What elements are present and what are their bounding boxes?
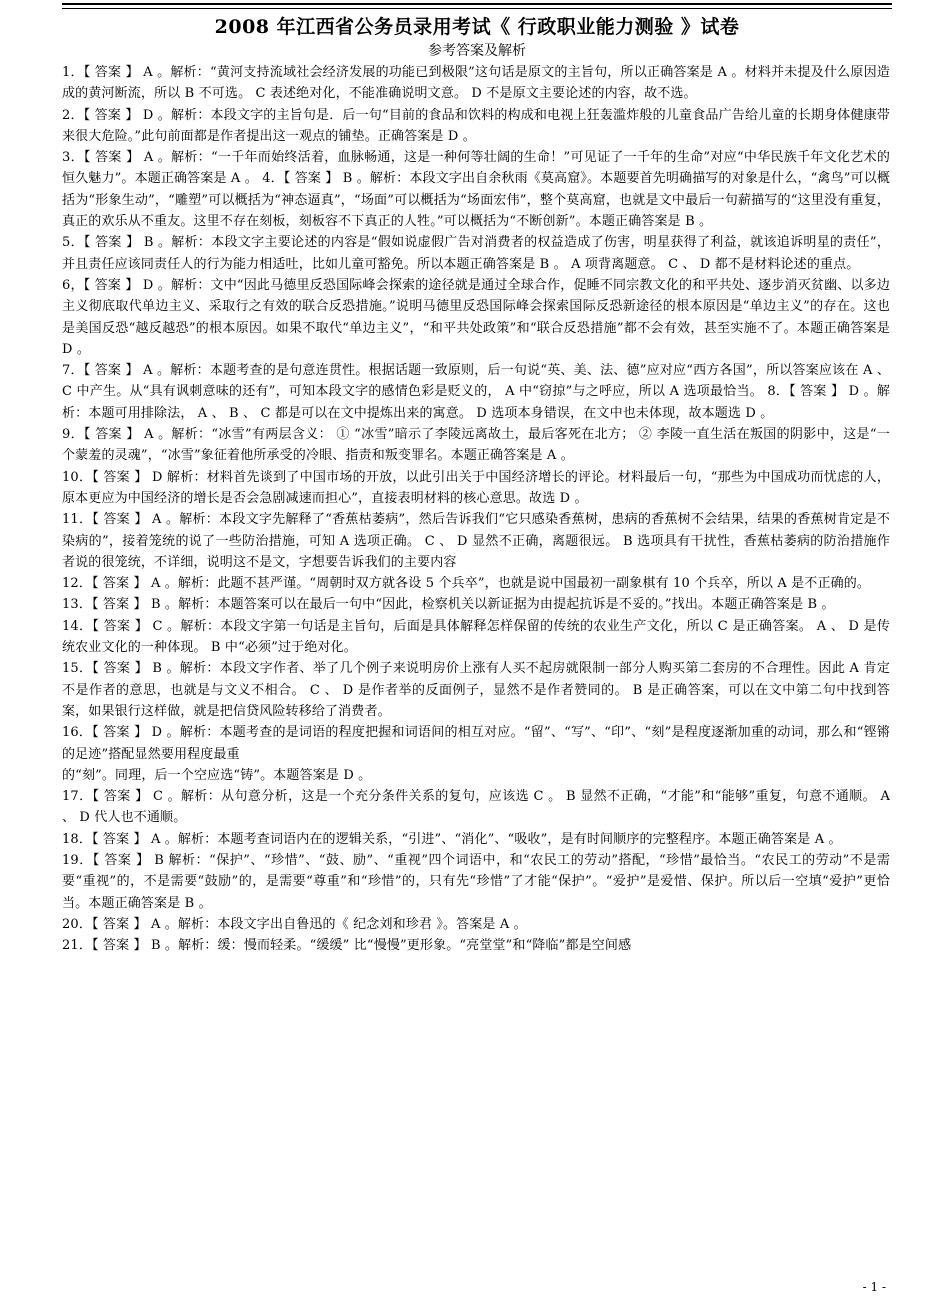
answer-paragraph-10: 10．【 答案 】 D 解析：材料首先谈到了中国市场的开放，以此引出关于中国经济增长的评论。材料最后一句，“那些为中国成功而忧虑的人，原本更应为中国经济的增长是否会急剧减速而担心”，直接表明材料的核心意思。故选 D 。	[62, 469, 890, 506]
answer-paragraph-2: 2．【 答案 】 D 。解析：本段文字的主旨句是．后一句“目前的食品和饮料的构成和电视上狂轰滥炸般的儿童食品广告给儿童的长期身体健康带来很大危险。”此句前面都是作者提出这一观点的铺垫。正确答案是 D 。	[62, 107, 890, 144]
answer-paragraph-12: 12．【 答案 】 A 。解析：此题不甚严谨。“周朝时双方就各设 5 个兵卒”，也就是说中国最初一副象棋有 10 个兵卒，所以 A 是不正确的。	[62, 576, 871, 592]
answer-paragraph-11: 11．【 答案 】 A 。解析：本段文字先解释了“香蕉枯萎病”，然后告诉我们“它只感染香蕉树，患病的香蕉树不会结果，结果的香蕉树肯定是不染病的”，接着笼统的说了一些防治措施，可知 A 选项正确。 C 、 D 显然不正确，离题很远。 B 选项具有干扰性，香蕉枯萎病的防治措施作者说的很笼统，不详细，说明这不是文，字想要告诉我们的主要内容	[62, 512, 890, 570]
answer-paragraph-18: 18．【 答案 】 A 。解析：本题考查词语内在的逻辑关系，“引进”、“消化”、“吸收”，是有时间顺序的完整程序。本题正确答案是 A 。	[62, 831, 842, 847]
answer-paragraph-13: 13．【 答案 】 B 。解析：本题答案可以在最后一句中“因此，检察机关以新证据为由提起抗诉是不妥的。”找出。本题正确答案是 B 。	[62, 597, 835, 613]
answer-paragraph-7-8: 7．【 答案 】 A 。解析：本题考查的是句意连贯性。根据话题一致原则，后一句说“英、美、法、德”应对应“西方各国”，所以答案应该在 A 、 C 中产生。从“具有讽刺意味的还有”，可知本段文字的感情色彩是贬义的， A 中“窃掠”与之呼应，所以 A 选项最恰当。 8．【 答案 】 D 。解析：本题可用排除法， A 、 B 、 C 都是可以在文中提炼出来的寓意。 D 选项本身错误，在文中也未体现，故本题选 D 。	[62, 363, 890, 421]
page-subtitle: 参考答案及解析	[428, 43, 526, 59]
page-title: 2008 年江西省公务员录用考试《 行政职业能力测验 》试卷	[214, 16, 740, 38]
top-rule-thin	[62, 8, 892, 9]
answer-paragraph-19: 19．【 答案 】 B 解析：“保护”、“珍惜”、“鼓、励”、“重视”四个词语中，和“农民工的劳动”搭配，“珍惜”最恰当。“农民工的劳动”不是需要“重视”的，不是需要“鼓励”的，是需要“尊重”和“珍惜”的，只有先“珍惜”了才能“保护”。“爱护”是爱惜、保护。所以后一空填“爱护”更恰当。本题正确答案是 B 。	[62, 852, 890, 911]
answer-paragraph-20: 20．【 答案 】 A 。解析：本段文字出自鲁迅的《 纪念刘和珍君 》。答案是 A 。	[62, 916, 527, 932]
answer-paragraph-3-4: 3．【 答案 】 A 。解析：“一千年而始终活着，血脉畅通，这是一种何等壮阔的生命！”可见证了一千年的生命”对应“中华民族千年文化艺术的恒久魅力”。本题正确答案是 A 。 4．【 答案 】 B 。解析：本段文字出自余秋雨《莫高窟》。本题要首先明确描写的对象是什么，“禽鸟”可以概括为“形象生动”，“雕塑”可以概括为“神态逼真”，“场面”可以概括为“场面宏伟”，整个莫高窟，也就是文中最后一句薪描写的“这里没有重复，真正的欢乐从不重友。这里不存在刻板，刻板容不下真正的人牲。”可以概括为“不断创新”。本题正确答案是 B 。	[62, 150, 890, 230]
answer-paragraph-16: 16．【 答案 】 D 。解析：本题考查的是词语的程度把握和词语间的相互对应。“留”、“写”、“印”、“刻”是程度逐渐加重的动词，那么和“铿锵的足迹”搭配显然要用程度最重	[62, 725, 890, 762]
answer-paragraph-1: 1．【 答案 】 A 。解析：“黄河支持流域社会经济发展的功能已到极限”这句话是原文的主旨句，所以正确答案是 A 。材料并未提及什么原因造成的黄河断流，所以 B 不可选。 C 表述绝对化，不能准确说明文意。 D 不是原文主要论述的内容，故不选。	[62, 65, 890, 102]
answer-paragraph-5: 5．【 答案 】 B 。解析：本段文字主要论述的内容是“假如说虚假广告对消费者的权益造成了伤害，明星获得了利益，就该追诉明星的责任”，并且责任应该同责任人的行为能力相适吐，比如儿童可豁免。所以本题正确答案是 B 。 A 项背离题意。 C 、 D 都不是材料论述的重点。	[62, 235, 890, 272]
answer-paragraph-9: 9．【 答案 】 A 。解析：“冰雪”有两层含义： ① “冰雪”暗示了李陵远离故土，最后客死在北方； ② 李陵一直生活在叛国的阴影中，这是“一个蒙羞的灵魂”，“冰雪”象征着他所承受的冷眼、指责和叛变罪名。本题正确答案是 A 。	[62, 427, 890, 464]
answer-explanations	[62, 62, 890, 956]
answer-paragraph-15: 15．【 答案 】 B 。解析：本段文字作者、举了几个例子来说明房价上涨有人买不起房就限制一部分人购买第二套房的不合理性。因此 A 肯定不是作者的意思，也就是与文义不相合。 C 、 D 是作者举的反面例子，显然不是作者赞同的。 B 是正确答案，可以在文中第二句中找到答案，如果银行这样做，就是把信贷风险转移给了消费者。	[62, 661, 890, 719]
answer-paragraph-17: 17．【 答案 】 C 。解析：从句意分析，这是一个充分条件关系的复句，应该选 C 。 B 显然不正确，“才能”和“能够”重复，句意不通顺。 A 、 D 代人也不通顺。	[62, 789, 890, 826]
answer-paragraph-21: 21．【 答案 】 B 。解析：缓：慢而轻柔。“缓缓” 比“慢慢”更形象。“亮堂堂”和“降临”都是空间感	[62, 938, 632, 954]
answer-paragraph-14: 14．【 答案 】 C 。解析：本段文字第一句话是主旨句，后面是具体解释怎样保留的传统的农业生产文化，所以 C 是正确答案。 A 、 D 是传统农业文化的一种体现。 B 中“必须”过于绝对化。	[62, 618, 890, 656]
page-number: - 1 -	[862, 1280, 886, 1294]
top-rule-thick	[62, 3, 892, 5]
answer-paragraph-16-continued: 的“刻”。同理，后一个空应选“铸”。本题答案是 D 。	[62, 767, 372, 783]
answer-paragraph-6: 6，【 答案 】 D 。解析：文中“因此马德里反恐国际峰会探索的途径就是通过全球合作，促睡不同宗教文化的和平共处、逐步消灭贫幽、以多边主义彻底取代单边主义、采取行之有效的联合反恐措施。”说明马德里反恐国际峰会探索国际反恐新途径的根本原因是“单边主义”的存在。这也是美国反恐“越反越恐”的根本原因。如果不取代“单边主义”，“和平共处政策”和“联合反恐措施”都不会有效，甚至实施不了。本题正确答案是 D 。	[62, 277, 890, 357]
